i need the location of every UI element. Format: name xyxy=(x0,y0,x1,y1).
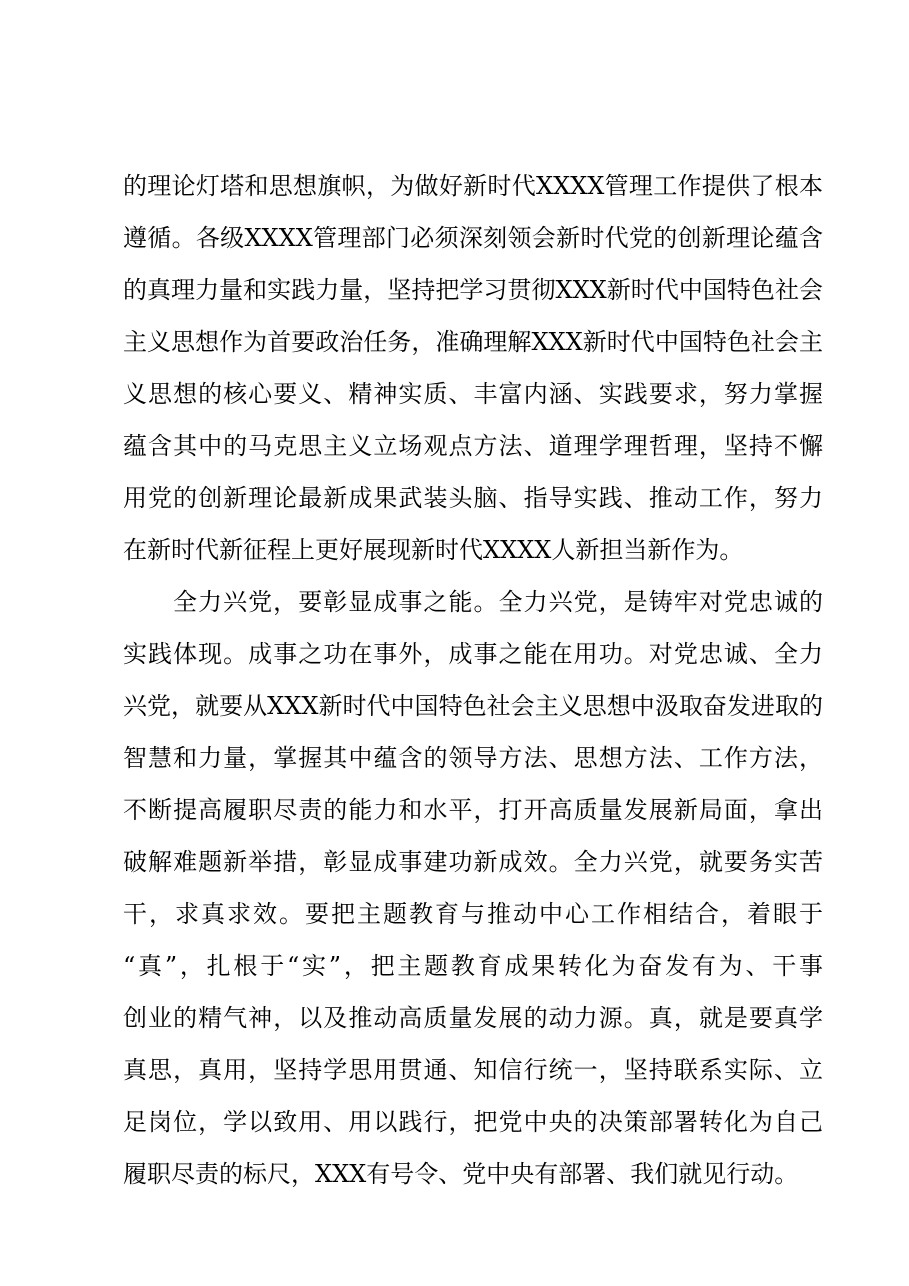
text-line: 足岗位，学以致用、用以践行，把党中央的决策部署转化为自己 xyxy=(123,1108,823,1136)
text-line: 不断提高履职尽责的能力和水平，打开高质量发展新局面，拿出 xyxy=(123,796,823,824)
text-line: 干，求真求效。要把主题教育与推动中心工作相结合，着眼于 xyxy=(123,900,823,928)
document-body xyxy=(123,160,823,1200)
text-line: 真思，真用，坚持学思用贯通、知信行统一，坚持联系实际、立 xyxy=(123,1056,823,1084)
text-line: 的理论灯塔和思想旗帜，为做好新时代XXXX管理工作提供了根本 xyxy=(123,172,823,200)
text-line: 的真理力量和实践力量，坚持把学习贯彻XXX新时代中国特色社会 xyxy=(123,276,823,304)
text-line: 蕴含其中的马克思主义立场观点方法、道理学理哲理，坚持不懈 xyxy=(123,432,823,460)
text-line: 智慧和力量，掌握其中蕴含的领导方法、思想方法、工作方法， xyxy=(123,744,823,772)
paragraph xyxy=(123,160,823,576)
text-line: 创业的精气神，以及推动高质量发展的动力源。真，就是要真学 xyxy=(123,1004,823,1032)
text-line: 破解难题新举措，彰显成事建功新成效。全力兴党，就要务实苦 xyxy=(123,848,823,876)
text-line: 遵循。各级XXXX管理部门必须深刻领会新时代党的创新理论蕴含 xyxy=(123,224,823,252)
paragraph xyxy=(123,576,823,1200)
text-line: 履职尽责的标尺，XXX有号令、党中央有部署、我们就见行动。 xyxy=(123,1160,799,1188)
text-line: 义思想的核心要义、精神实质、丰富内涵、实践要求，努力掌握 xyxy=(123,380,823,408)
text-line: 在新时代新征程上更好展现新时代XXXX人新担当新作为。 xyxy=(123,536,744,564)
text-line: “真”，扎根于“实”，把主题教育成果转化为奋发有为、干事 xyxy=(123,952,823,980)
text-line: 主义思想作为首要政治任务，准确理解XXX新时代中国特色社会主 xyxy=(123,328,823,356)
text-line: 全力兴党，要彰显成事之能。全力兴党，是铸牢对党忠诚的 xyxy=(173,588,823,616)
text-line: 用党的创新理论最新成果武装头脑、指导实践、推动工作，努力 xyxy=(123,484,823,512)
text-line: 兴党，就要从XXX新时代中国特色社会主义思想中汲取奋发进取的 xyxy=(123,692,823,720)
text-line: 实践体现。成事之功在事外，成事之能在用功。对党忠诚、全力 xyxy=(123,640,823,668)
